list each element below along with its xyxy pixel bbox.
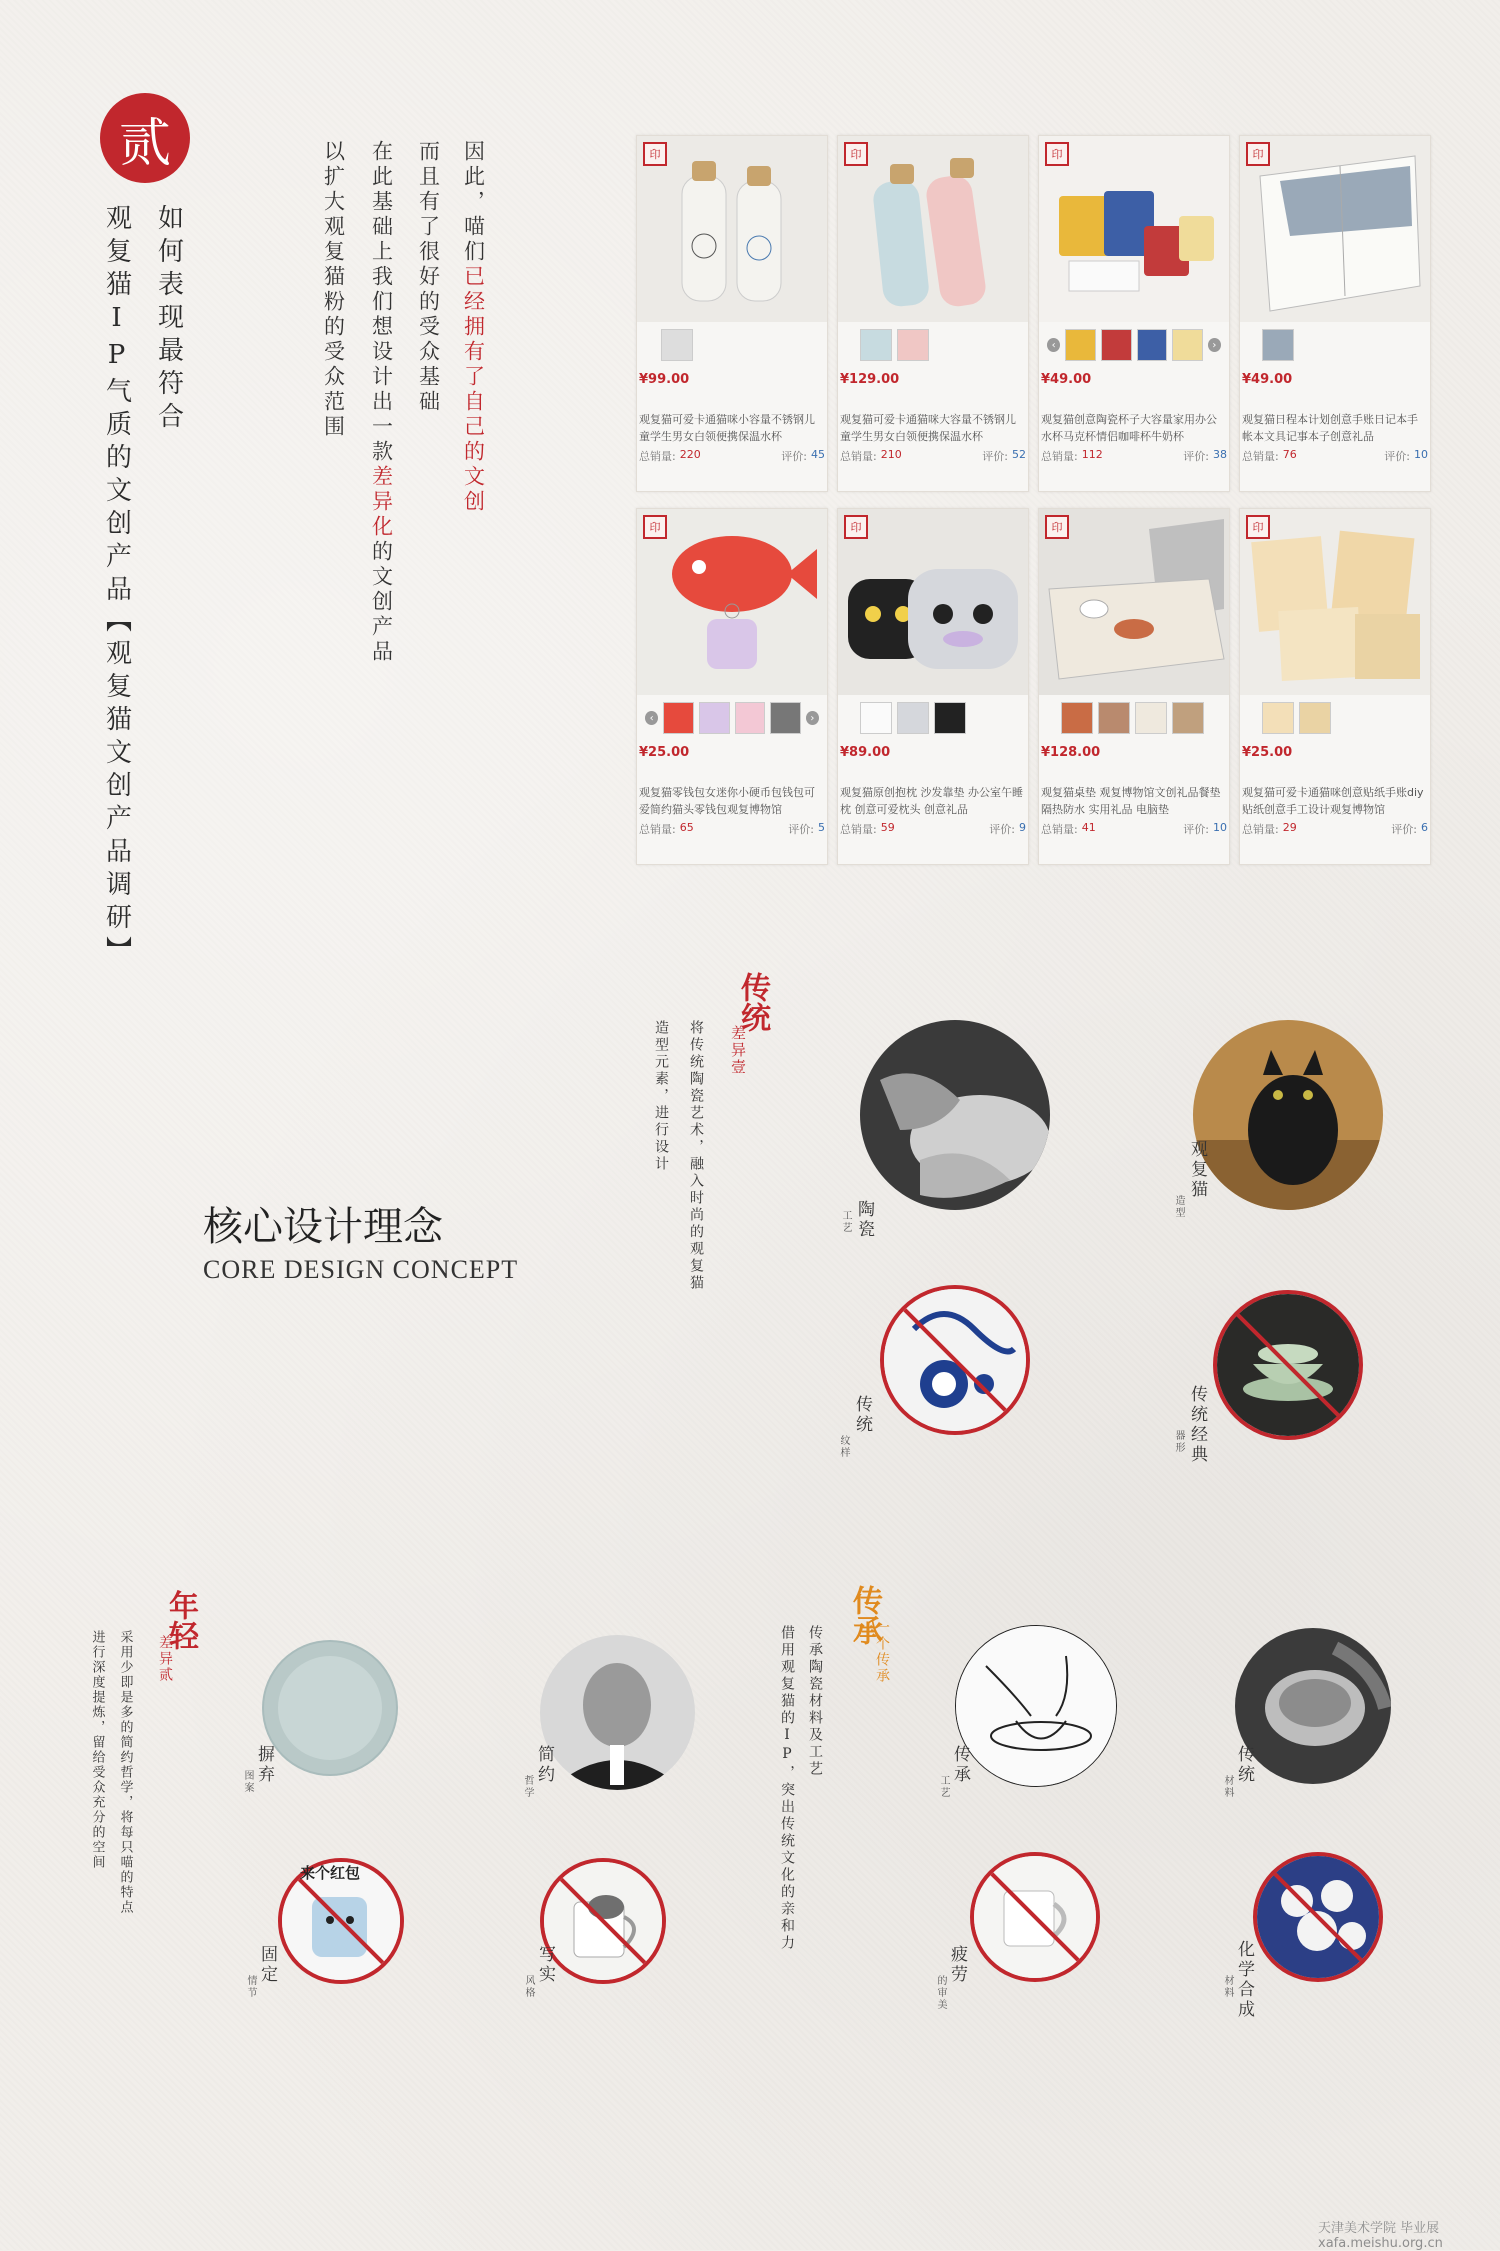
diff2-item-1-label: 摒弃 [254, 1745, 274, 1785]
sales-count: 29 [1282, 821, 1297, 834]
thumbnail[interactable] [897, 329, 929, 361]
diff1-item-1-label: 陶瓷 [854, 1200, 874, 1240]
heading-line-1: 如何表现最符合 [153, 204, 184, 435]
footer-watermark [1318, 2217, 1443, 2251]
thumbnail[interactable] [1137, 329, 1168, 361]
diff2-item-2-sub: 哲学 [522, 1775, 533, 1799]
sales-label: 总销量: [840, 823, 877, 836]
product-card[interactable] [1038, 508, 1230, 865]
product-stats [639, 448, 825, 464]
rating-count: 5 [818, 821, 825, 834]
product-card[interactable] [636, 135, 828, 492]
sales-count: 210 [880, 448, 902, 461]
core-concept-title: 核心设计理念 [203, 1204, 443, 1250]
thumbnail[interactable] [661, 329, 693, 361]
product-title[interactable]: 观复猫创意陶瓷杯子大容量家用办公水杯马克杯情侣咖啡杯牛奶杯 [1041, 413, 1217, 443]
product-price: ¥99.00 [639, 372, 690, 387]
sales-label: 总销量: [639, 450, 676, 463]
thumbnail[interactable] [1135, 702, 1167, 734]
thumbnail[interactable] [1098, 702, 1130, 734]
diff3-item-1-label: 传承 [950, 1745, 970, 1785]
rating-label: 评价: [989, 823, 1015, 836]
diff1-text-2: 造型元素，进行设计 [653, 1020, 669, 1173]
product-card[interactable] [1239, 508, 1431, 865]
thumbnail[interactable] [1172, 329, 1203, 361]
thumbnail-row [1047, 701, 1221, 735]
product-card[interactable] [1239, 135, 1431, 492]
rating-count: 10 [1213, 821, 1227, 834]
seal-stamp-icon: 印 [1246, 142, 1270, 166]
seal-stamp-icon: 印 [844, 515, 868, 539]
rating-label: 评价: [1391, 823, 1417, 836]
intro-line-1a: 因此，喵们 [461, 140, 486, 265]
sales-label: 总销量: [840, 450, 877, 463]
rating-count: 38 [1213, 448, 1227, 461]
product-price: ¥89.00 [840, 745, 891, 760]
thumbnail-row [1047, 328, 1221, 362]
diff3-text-2: 借用观复猫的IP，突出传统文化的亲和力 [779, 1625, 795, 1952]
thumbnail[interactable] [1299, 702, 1331, 734]
intro-line-1 [458, 140, 488, 515]
sales-label: 总销量: [1041, 450, 1078, 463]
diff2-item-4-label: 写实 [535, 1945, 555, 1985]
thumbnail[interactable] [699, 702, 730, 734]
diff3-item-2-sub: 材料 [1222, 1775, 1233, 1799]
footer-line-1: 天津美术学院 毕业展 [1318, 2221, 1440, 2236]
no-sign-chemical-bowls [1253, 1852, 1383, 1982]
product-stats [1242, 448, 1428, 464]
rating-label: 评价: [1183, 450, 1209, 463]
sales-label: 总销量: [1242, 823, 1279, 836]
diff3-text-1: 传承陶瓷材料及工艺 [807, 1625, 823, 1778]
thumbnail-row [1248, 328, 1422, 362]
product-stats [840, 821, 1026, 837]
intro-line-1b: 已经拥有了自己的文创 [461, 265, 486, 515]
intro-line-3c: 的文创产品 [369, 540, 394, 665]
thumbnail[interactable] [770, 702, 801, 734]
diff2-item-3-label: 固定 [257, 1945, 277, 1985]
seal-stamp-icon: 印 [1045, 515, 1069, 539]
product-card[interactable] [837, 135, 1029, 492]
seal-stamp-icon: 印 [643, 515, 667, 539]
photo-plain-plate [262, 1640, 398, 1776]
product-stats [639, 821, 825, 837]
diff2-item-4-sub: 风格 [523, 1975, 534, 1999]
red-packet-text: 来个红包 [300, 1864, 361, 1882]
next-arrow-icon[interactable]: › [806, 711, 819, 725]
sales-count: 112 [1081, 448, 1103, 461]
product-title[interactable]: 观复猫可爱卡通猫咪大容量不锈钢儿童学生男女白领便携保温水杯 [840, 413, 1016, 443]
intro-line-2: 而且有了很好的受众基础 [416, 140, 441, 415]
diff2-sub: 差异贰 [157, 1635, 173, 1683]
seal-stamp-icon: 印 [643, 142, 667, 166]
sales-count: 59 [880, 821, 895, 834]
rating-label: 评价: [781, 450, 807, 463]
rating-label: 评价: [982, 450, 1008, 463]
diff2-tag: 年轻 [163, 1590, 198, 1650]
seal-stamp-icon: 印 [1045, 142, 1069, 166]
product-price: ¥25.00 [639, 745, 690, 760]
rating-count: 52 [1012, 448, 1026, 461]
section-number-badge [100, 93, 190, 183]
heading-line-2: 观复猫IP气质的文创产品 [101, 204, 132, 608]
product-price: ¥129.00 [840, 372, 900, 387]
product-stats [840, 448, 1026, 464]
diff3-item-1-sub: 工艺 [938, 1775, 949, 1799]
product-title[interactable]: 观复猫日程本计划创意手账日记本手帐本文具记事本子创意礼品 [1242, 413, 1418, 443]
product-stats [1242, 821, 1428, 837]
rating-count: 6 [1421, 821, 1428, 834]
thumbnail[interactable] [1262, 702, 1294, 734]
no-sign-realistic-mug [540, 1858, 666, 1984]
diff3-sub: 一个传承 [874, 1620, 890, 1684]
product-title[interactable]: 观复猫原创抱枕 沙发靠垫 办公室午睡枕 创意可爱枕头 创意礼品 [840, 786, 1023, 816]
diff2-text-1: 采用少即是多的简约哲学，将每只喵的特点 [117, 1630, 133, 1915]
diff3-item-4-label: 化学合成 [1234, 1940, 1254, 2020]
rating-label: 评价: [1384, 450, 1410, 463]
diff1-item-3-label: 传统 [852, 1395, 872, 1435]
sales-count: 41 [1081, 821, 1096, 834]
prev-arrow-icon[interactable]: ‹ [1047, 338, 1060, 352]
diff1-sub: 差异壹 [729, 1025, 747, 1076]
photo-clay-bowl [1235, 1628, 1391, 1784]
photo-pottery-sketch [955, 1625, 1117, 1787]
rating-count: 10 [1414, 448, 1428, 461]
sales-label: 总销量: [1242, 450, 1279, 463]
no-sign-plain-mug [970, 1852, 1100, 1982]
rating-count: 45 [811, 448, 825, 461]
diff2-text-2: 进行深度提炼，留给受众充分的空间 [89, 1630, 105, 1870]
product-stats [1041, 448, 1227, 464]
diff3-item-4-sub: 材料 [1222, 1975, 1233, 1999]
diff1-item-1-sub: 工艺 [840, 1210, 851, 1234]
diff1-item-4-sub: 器形 [1173, 1430, 1184, 1454]
thumbnail[interactable] [663, 702, 694, 734]
thumbnail[interactable] [735, 702, 766, 734]
photo-black-cat [1193, 1020, 1383, 1210]
rating-label: 评价: [1183, 823, 1209, 836]
product-price: ¥49.00 [1041, 372, 1092, 387]
product-price: ¥25.00 [1242, 745, 1293, 760]
thumbnail[interactable] [860, 702, 892, 734]
diff1-item-4-label: 传统经典 [1187, 1385, 1207, 1465]
diff3-item-3-sub: 的审美 [935, 1975, 946, 2011]
thumbnail-row [846, 328, 1020, 362]
thumbnail[interactable] [860, 329, 892, 361]
heading-line-3: 【观复猫文创产品调研】 [101, 606, 132, 969]
diff1-item-3-sub: 纹样 [838, 1435, 849, 1459]
diff1-text-1: 将传统陶瓷艺术，融入时尚的观复猫 [688, 1020, 704, 1292]
thumbnail[interactable] [1172, 702, 1204, 734]
diff1-tag: 传统 [735, 972, 770, 1032]
thumbnail-row [846, 701, 1020, 735]
product-price: ¥128.00 [1041, 745, 1101, 760]
diff3-item-2-label: 传统 [1234, 1745, 1254, 1785]
rating-label: 评价: [788, 823, 814, 836]
thumbnail[interactable] [897, 702, 929, 734]
diff2-item-1-sub: 图案 [242, 1770, 253, 1794]
rating-count: 9 [1019, 821, 1026, 834]
product-title[interactable]: 观复猫零钱包女迷你小硬币包钱包可爱简约猫头零钱包观复博物馆 [639, 786, 815, 816]
thumbnail[interactable] [1101, 329, 1132, 361]
diff2-item-2-label: 简约 [534, 1745, 554, 1785]
thumbnail[interactable] [934, 702, 966, 734]
sales-label: 总销量: [1041, 823, 1078, 836]
sales-count: 220 [679, 448, 701, 461]
section-number: 贰 [118, 113, 171, 174]
diff1-item-2-sub: 造型 [1173, 1195, 1184, 1219]
intro-line-3 [366, 140, 396, 665]
intro-line-3b: 差异化 [369, 465, 394, 540]
thumbnail-row [645, 328, 819, 362]
no-sign-celadon-teacup [1213, 1290, 1363, 1440]
product-card[interactable] [1038, 135, 1230, 492]
product-title[interactable]: 观复猫桌垫 观复博物馆文创礼品餐垫 隔热防水 实用礼品 电脑垫 [1041, 786, 1221, 816]
prev-arrow-icon[interactable]: ‹ [645, 711, 658, 725]
diff3-tag: 传承 [847, 1585, 882, 1645]
intro-line-4: 以扩大观复猫粉的受众范围 [321, 140, 346, 440]
sales-label: 总销量: [639, 823, 676, 836]
thumbnail[interactable] [1065, 329, 1096, 361]
product-card[interactable] [837, 508, 1029, 865]
thumbnail[interactable] [1061, 702, 1093, 734]
photo-pottery-hands [860, 1020, 1050, 1210]
intro-line-3a: 在此基础上我们想设计出一款 [369, 140, 394, 465]
diff1-item-2-label: 观复猫 [1187, 1140, 1207, 1200]
core-concept-subtitle: CORE DESIGN CONCEPT [203, 1255, 519, 1284]
no-sign-blue-pattern [880, 1285, 1030, 1435]
product-card[interactable] [636, 508, 828, 865]
thumbnail-row [1248, 701, 1422, 735]
product-price: ¥49.00 [1242, 372, 1293, 387]
seal-stamp-icon: 印 [1246, 515, 1270, 539]
sales-count: 65 [679, 821, 694, 834]
product-title[interactable]: 观复猫可爱卡通猫咪小容量不锈钢儿童学生男女白领便携保温水杯 [639, 413, 815, 443]
product-grid [632, 130, 1430, 865]
next-arrow-icon[interactable]: › [1208, 338, 1221, 352]
diff3-item-3-label: 疲劳 [947, 1945, 967, 1985]
product-stats [1041, 821, 1227, 837]
thumbnail[interactable] [1262, 329, 1294, 361]
seal-stamp-icon: 印 [844, 142, 868, 166]
photo-portrait [540, 1635, 695, 1790]
sales-count: 76 [1282, 448, 1297, 461]
product-title[interactable]: 观复猫可爱卡通猫咪创意贴纸手账diy贴纸创意手工设计观复博物馆 [1242, 786, 1424, 816]
footer-line-2: xafa.meishu.org.cn [1318, 2236, 1443, 2251]
thumbnail-row [645, 701, 819, 735]
diff2-item-3-sub: 情节 [245, 1975, 256, 1999]
